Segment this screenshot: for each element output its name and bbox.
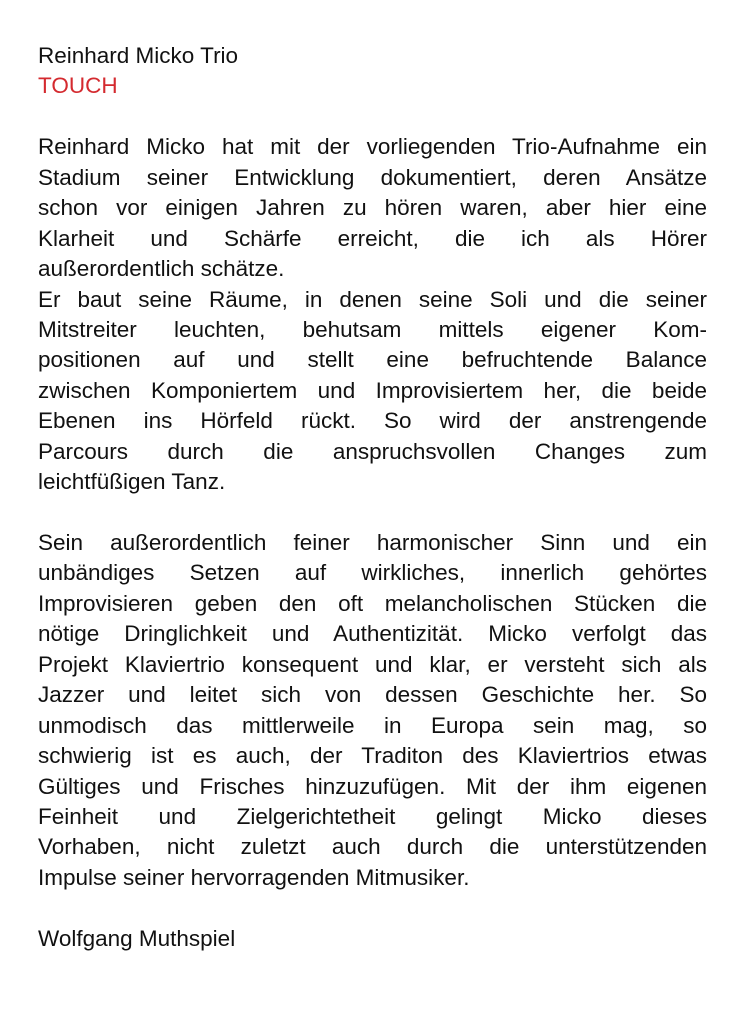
text-line: Vorhaben, nicht zuletzt auch durch die unterstützenden: [38, 834, 707, 860]
text-line: schwierig ist es auch, der Traditon des Klaviertrios etwas: [38, 743, 707, 769]
text-line: Improvisieren geben den oft melancholischen Stücken die: [38, 590, 707, 616]
text-line: Ebenen ins Hörfeld rückt. So wird der anstrengende: [38, 408, 707, 434]
text-line: nötige Dringlichkeit und Authentizität. Micko verfolgt das: [38, 621, 707, 647]
text-line: außerordentlich schätze.: [38, 256, 285, 282]
text-line: Impulse seiner hervorragenden Mitmusiker.: [38, 864, 470, 890]
paragraph-2: [38, 528, 707, 893]
text-line: positionen auf und stellt eine befruchtende Balance: [38, 347, 707, 373]
text-line: Projekt Klaviertrio konsequent und klar, er versteht sich als: [38, 651, 707, 677]
text-line: Reinhard Micko hat mit der vorliegenden Trio-Aufnahme ein: [38, 134, 707, 160]
spacer: [38, 102, 707, 132]
text-line: Er baut seine Räume, in denen seine Soli und die seiner: [38, 286, 707, 312]
text-line: Sein außerordentlich feiner harmonischer Sinn und ein: [38, 530, 707, 555]
text-line: unmodisch das mittlerweile in Europa sein mag, so: [38, 712, 707, 738]
text-line: Mitstreiter leuchten, behutsam mittels eigener Kom-: [38, 316, 707, 342]
author-signature: Wolfgang Muthspiel: [38, 925, 236, 951]
review-document: [38, 41, 707, 954]
text-line: unbändiges Setzen auf wirkliches, innerlich gehörtes: [38, 560, 707, 586]
text-line: Stadium seiner Entwicklung dokumentiert, deren Ansätze: [38, 164, 707, 190]
paragraph-1: [38, 132, 707, 497]
text-line: Gültiges und Frisches hinzuzufügen. Mit der ihm eigenen: [38, 773, 707, 799]
text-line: Parcours durch die anspruchsvollen Changes zum: [38, 438, 707, 464]
text-line: Feinheit und Zielgerichtetheit gelingt Micko dieses: [38, 803, 707, 829]
spacer: [38, 893, 707, 923]
text-line: Jazzer und leitet sich von dessen Geschichte her. So: [38, 682, 707, 708]
text-line: schon vor einigen Jahren zu hören waren, aber hier eine: [38, 195, 707, 221]
artist-name: Reinhard Micko Trio: [38, 43, 239, 68]
text-line: leichtfüßigen Tanz.: [38, 469, 226, 495]
album-title: TOUCH: [38, 73, 118, 99]
text-line: Klarheit und Schärfe erreicht, die ich als Hörer: [38, 225, 707, 251]
spacer: [38, 498, 707, 528]
text-line: zwischen Komponiertem und Improvisiertem her, die beide: [38, 377, 707, 403]
